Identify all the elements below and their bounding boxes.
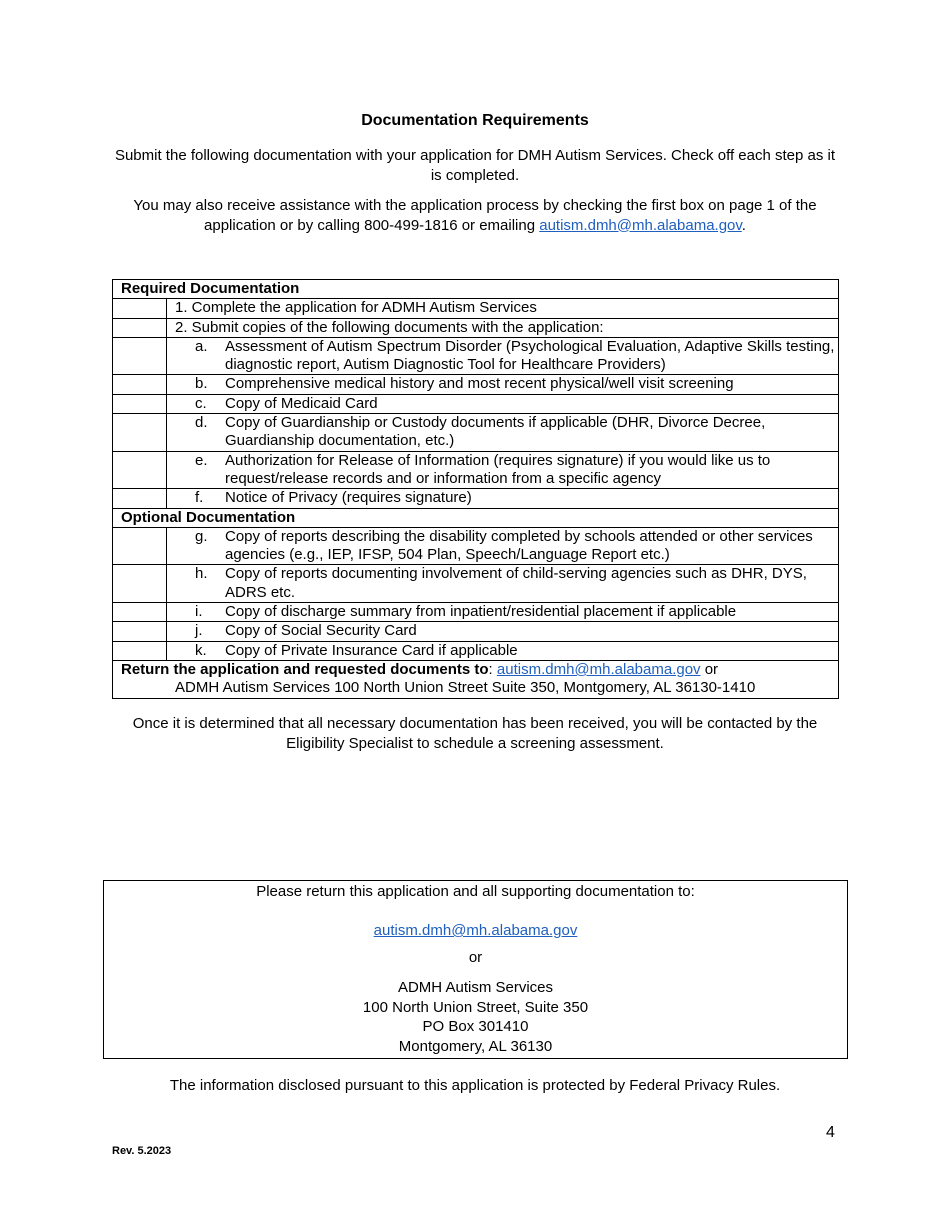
checkbox-cell[interactable] (113, 603, 167, 622)
optional-item-row (113, 527, 839, 565)
checkbox-cell[interactable] (113, 565, 167, 603)
required-item-row (113, 375, 839, 394)
checkbox-cell[interactable] (113, 622, 167, 641)
intro-paragraph-2 (112, 196, 838, 235)
return-or: or (700, 660, 719, 678)
checkbox-cell[interactable] (113, 299, 167, 318)
revision-label: Rev. 5.2023 (112, 1145, 172, 1157)
step-1: 1. Complete the application for ADMH Autism Services (167, 299, 839, 318)
intro-period: . (741, 216, 746, 234)
optional-item-row (113, 603, 839, 622)
address-line-1: ADMH Autism Services (397, 979, 554, 996)
return-instructions (113, 660, 839, 698)
item-letter: j. (195, 622, 203, 640)
return-label: Return the application and requested documents to (121, 660, 489, 678)
required-item-row (113, 489, 839, 508)
return-email-link[interactable]: autism.dmh@mh.alabama.gov (496, 660, 701, 678)
item-text: Copy of Private Insurance Card if applicable (225, 641, 518, 659)
after-paragraph: Once it is determined that all necessary documentation has been received, you will be contacted by the Eligibility Specialist to schedule a screening assessment. (132, 715, 818, 752)
required-item-row (113, 337, 839, 375)
item-letter: i. (195, 603, 203, 621)
address-line-2: 100 North Union Street, Suite 350 (362, 999, 589, 1016)
page-number: 4 (826, 1124, 835, 1141)
intro-paragraph-1: Submit the following documentation with your application for DMH Autism Services. Check off each step as it is completed. (114, 147, 836, 184)
intro-paragraph-2-text: You may also receive assistance with the application process by checking the first box on page 1 of the application or by calling 800-499-1816 or emailing (133, 197, 817, 234)
email-link[interactable]: autism.dmh@mh.alabama.gov (539, 216, 742, 234)
address-line-4: Montgomery, AL 36130 (398, 1038, 553, 1055)
item-text: Copy of discharge summary from inpatient/residential placement if applicable (225, 603, 737, 621)
item-text: Copy of reports describing the disability completed by schools attended or other services agencies (e.g., IEP, IFSP, 504 Plan, Speech/Language Report etc.) (225, 527, 813, 564)
return-colon: : (488, 660, 497, 678)
step-2: 2. Submit copies of the following documents with the application: (167, 318, 839, 337)
documentation-table (112, 279, 839, 699)
return-box-email-link[interactable]: autism.dmh@mh.alabama.gov (373, 922, 578, 939)
item-letter: e. (195, 451, 208, 469)
item-letter: d. (195, 414, 208, 432)
item-letter: k. (195, 641, 207, 659)
checkbox-cell[interactable] (113, 451, 167, 489)
return-box-or: or (468, 949, 483, 966)
required-item-row (113, 414, 839, 452)
item-text: Assessment of Autism Spectrum Disorder (Psychological Evaluation, Adaptive Skills testing, diagnostic report, Autism Diagnostic Tool for Healthcare Providers) (225, 337, 835, 374)
checkbox-cell[interactable] (113, 414, 167, 452)
item-text: Authorization for Release of Information (requires signature) if you would like us to request/release records and or information from a specific agency (225, 451, 771, 487)
checkbox-cell[interactable] (113, 318, 167, 337)
required-item-row (113, 394, 839, 413)
privacy-notice: The information disclosed pursuant to this application is protected by Federal Privacy Rules. (169, 1077, 781, 1094)
item-text: Comprehensive medical history and most recent physical/well visit screening (225, 375, 734, 393)
item-text: Copy of reports documenting involvement of child-serving agencies such as DHR, DYS, ADRS etc. (225, 565, 807, 601)
item-letter: g. (195, 527, 208, 545)
checkbox-cell[interactable] (113, 337, 167, 375)
page-title: Documentation Requirements (361, 112, 589, 129)
optional-documentation-header: Optional Documentation (113, 508, 839, 527)
checkbox-cell[interactable] (113, 375, 167, 394)
optional-item-row (113, 641, 839, 660)
optional-item-row (113, 622, 839, 641)
item-letter: f. (195, 489, 204, 507)
item-letter: b. (195, 375, 208, 393)
return-address: ADMH Autism Services 100 North Union Street Suite 350, Montgomery, AL 36130-1410 (175, 679, 756, 697)
return-box (103, 880, 848, 1059)
address-line-3: PO Box 301410 (422, 1018, 529, 1035)
item-text: Notice of Privacy (requires signature) (225, 489, 472, 507)
required-item-row (113, 451, 839, 489)
return-box-heading: Please return this application and all supporting documentation to: (256, 883, 695, 900)
checkbox-cell[interactable] (113, 641, 167, 660)
item-letter: a. (195, 337, 208, 355)
item-letter: h. (195, 565, 208, 583)
item-letter: c. (195, 394, 207, 412)
checkbox-cell[interactable] (113, 394, 167, 413)
item-text: Copy of Guardianship or Custody documents if applicable (DHR, Divorce Decree, Guardianship documentation, etc.) (225, 414, 766, 450)
checkbox-cell[interactable] (113, 489, 167, 508)
item-text: Copy of Social Security Card (225, 622, 417, 640)
item-text: Copy of Medicaid Card (225, 394, 378, 412)
optional-item-row (113, 565, 839, 603)
checkbox-cell[interactable] (113, 527, 167, 565)
required-documentation-header: Required Documentation (113, 280, 839, 299)
